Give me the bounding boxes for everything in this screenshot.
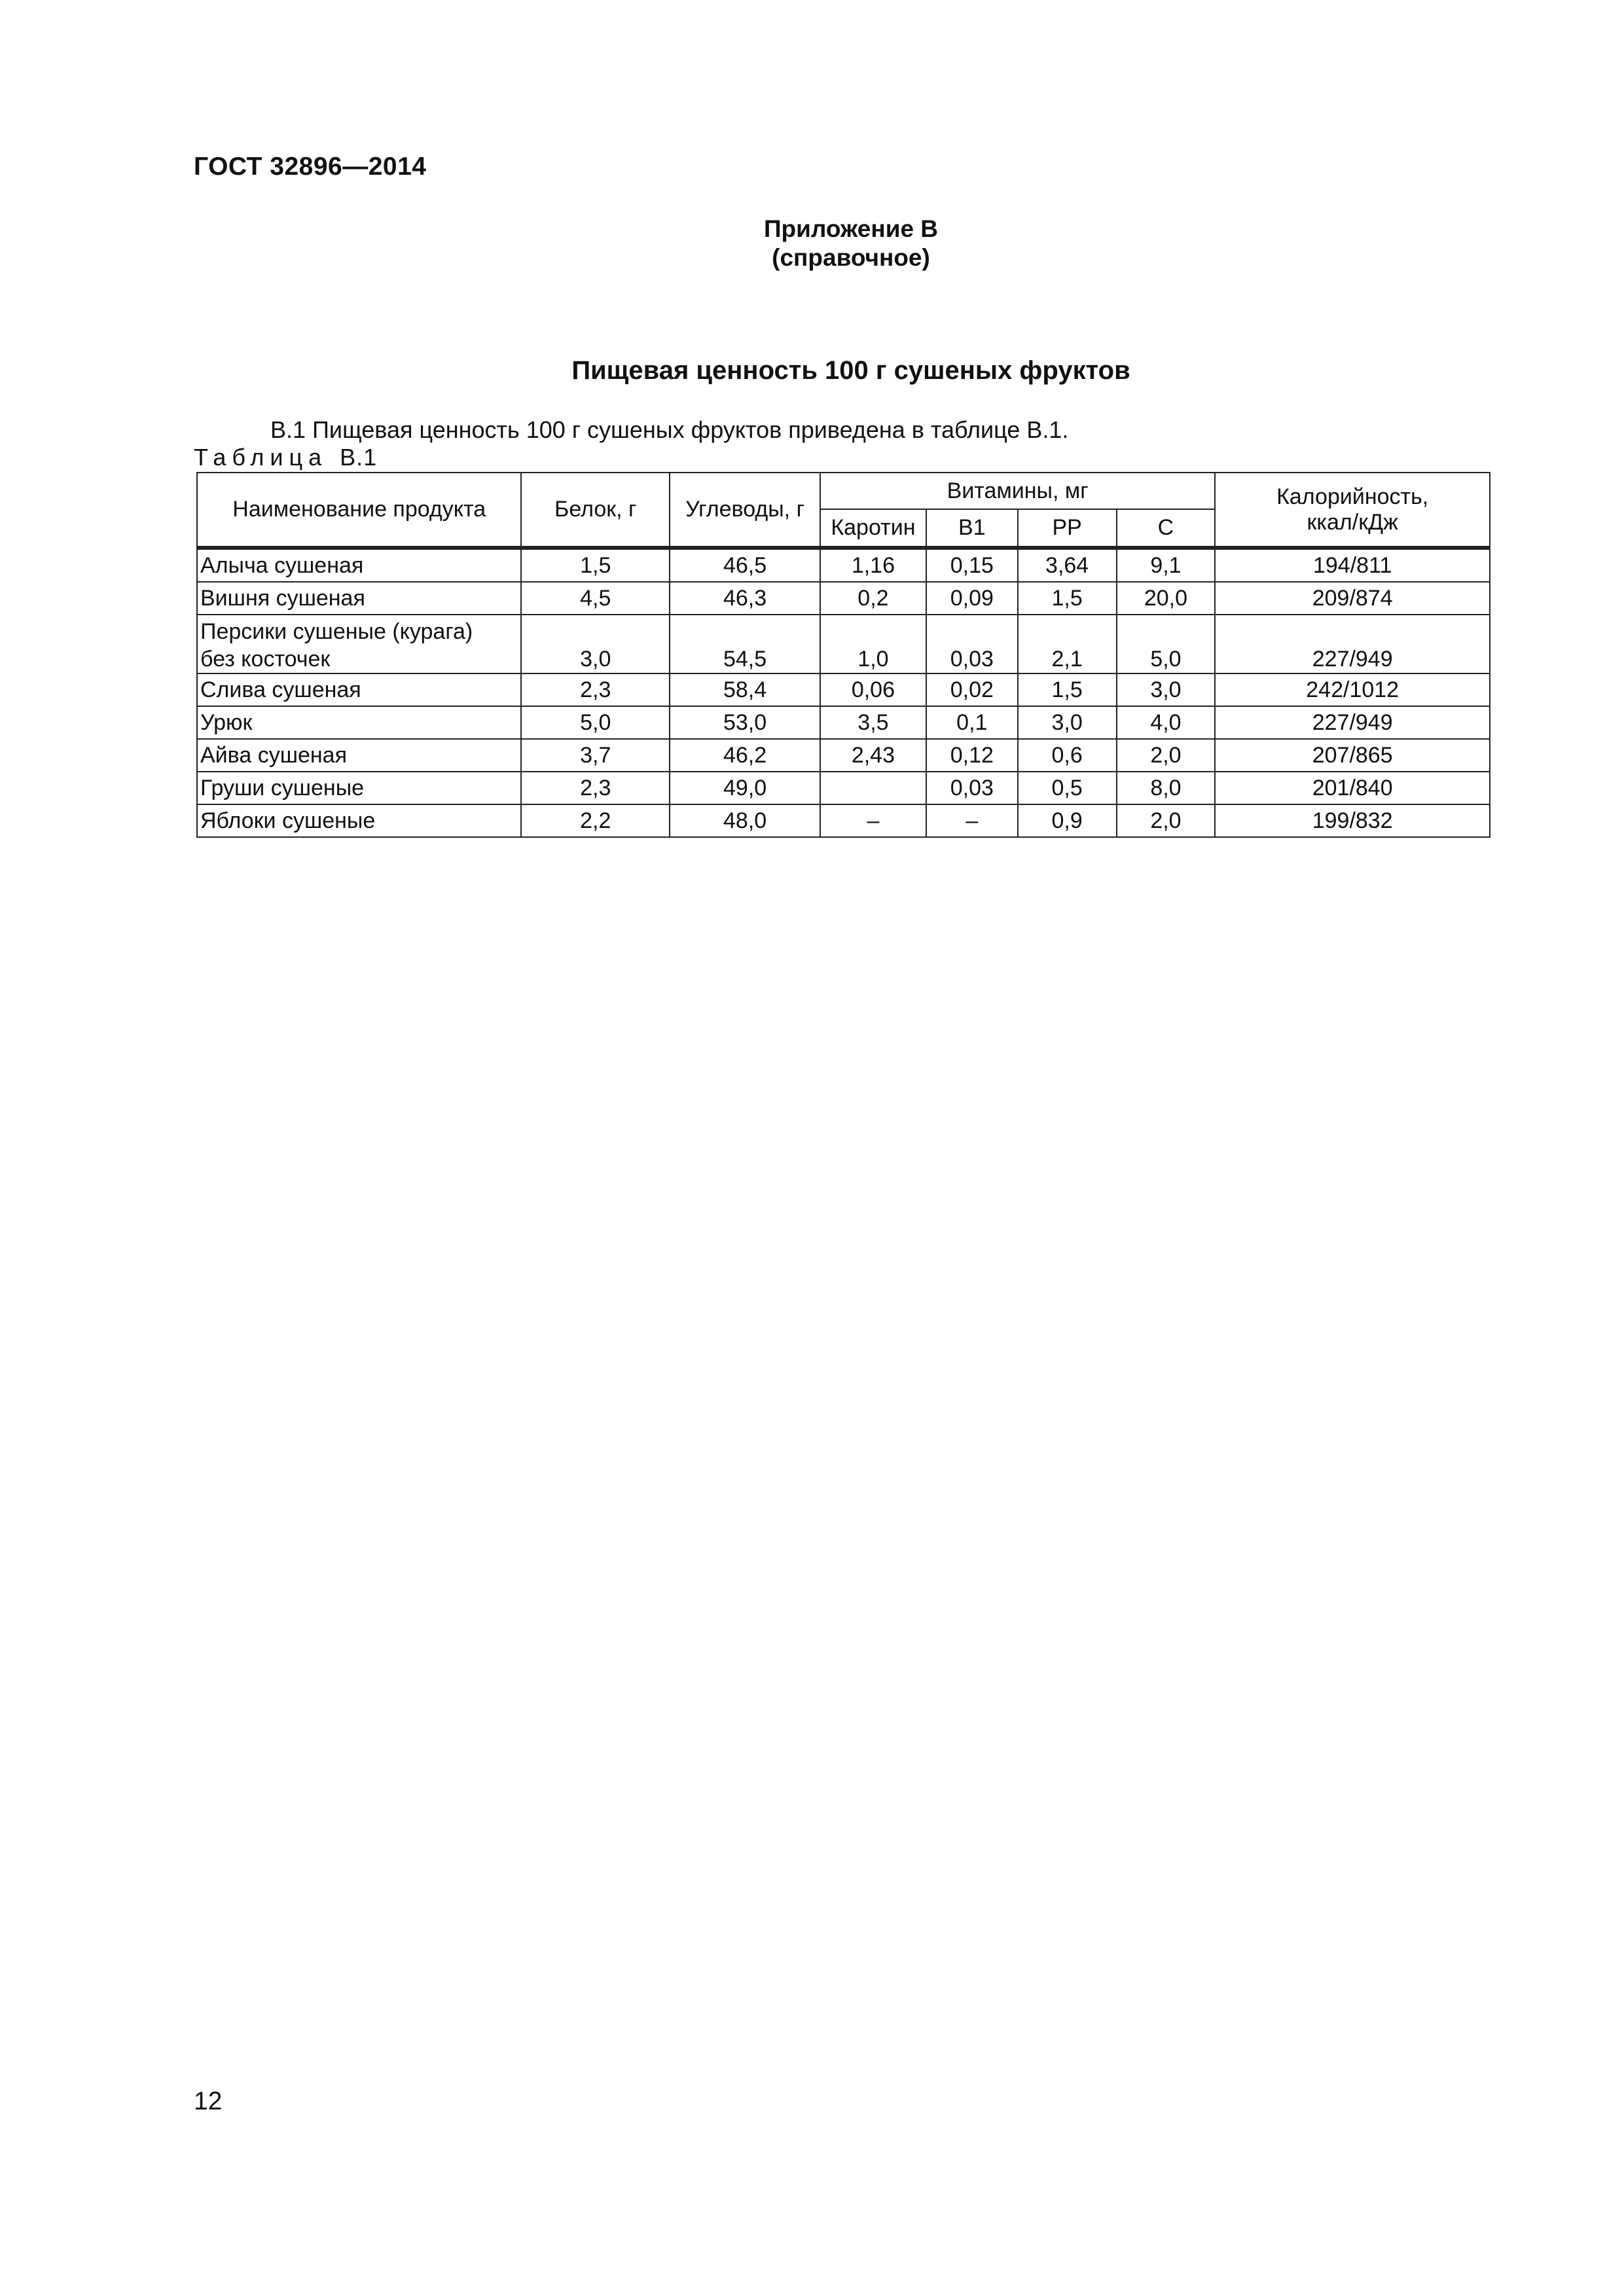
cell-protein: 3,0 [521, 615, 670, 673]
cell-product: Яблоки сушеные [197, 804, 521, 837]
table-row [197, 804, 1490, 837]
cell-carbs: 46,5 [670, 548, 820, 582]
cell-carbs: 58,4 [670, 673, 820, 706]
cell-carbs: 53,0 [670, 706, 820, 739]
cell-pp: 0,5 [1018, 772, 1117, 804]
cell-product: Вишня сушеная [197, 582, 521, 615]
table-row [197, 582, 1490, 615]
appendix-note: (справочное) [772, 244, 930, 271]
column-header-carotene: Каротин [820, 509, 926, 548]
appendix-title: Приложение В [763, 215, 939, 242]
cell-product-line1: Персики сушеные (курага) [200, 619, 473, 644]
table-row [197, 772, 1490, 804]
cell-b1: 0,12 [926, 739, 1018, 772]
table-row [197, 548, 1490, 582]
table-label-word: Таблица [194, 444, 328, 471]
document-code: ГОСТ 32896—2014 [194, 152, 427, 181]
cell-protein: 3,7 [521, 739, 670, 772]
cell-carbs: 46,3 [670, 582, 820, 615]
cell-carotene: 0,2 [820, 582, 926, 615]
column-header-calories [1215, 473, 1490, 548]
cell-pp: 3,0 [1018, 706, 1117, 739]
table-label-number: В.1 [340, 444, 378, 471]
cell-pp: 1,5 [1018, 673, 1117, 706]
column-header-b1: В1 [926, 509, 1018, 548]
cell-calories: 209/874 [1215, 582, 1490, 615]
cell-protein: 4,5 [521, 582, 670, 615]
cell-pp: 0,9 [1018, 804, 1117, 837]
cell-product: Алыча сушеная [197, 548, 521, 582]
cell-pp: 0,6 [1018, 739, 1117, 772]
cell-c: 5,0 [1117, 615, 1216, 673]
cell-protein: 2,3 [521, 673, 670, 706]
section-title: Пищевая ценность 100 г сушеных фруктов [571, 356, 1130, 385]
cell-carotene: 1,16 [820, 548, 926, 582]
cell-calories: 227/949 [1215, 615, 1490, 673]
cell-c: 20,0 [1117, 582, 1216, 615]
cell-carotene: 3,5 [820, 706, 926, 739]
cell-carotene: 2,43 [820, 739, 926, 772]
cell-c: 9,1 [1117, 548, 1216, 582]
cell-c: 4,0 [1117, 706, 1216, 739]
calories-header-line1: Калорийность, [1276, 484, 1429, 509]
cell-protein: 2,2 [521, 804, 670, 837]
cell-b1: 0,03 [926, 772, 1018, 804]
calories-header-line2: ккал/кДж [1307, 509, 1398, 535]
table-row [197, 706, 1490, 739]
page-number: 12 [194, 2087, 223, 2115]
column-header-protein: Белок, г [521, 473, 670, 548]
cell-c: 8,0 [1117, 772, 1216, 804]
cell-carotene: 0,06 [820, 673, 926, 706]
cell-product: Груши сушеные [197, 772, 521, 804]
cell-product: Слива сушеная [197, 673, 521, 706]
cell-calories: 194/811 [1215, 548, 1490, 582]
cell-b1: 0,03 [926, 615, 1018, 673]
cell-protein: 1,5 [521, 548, 670, 582]
cell-carbs: 48,0 [670, 804, 820, 837]
table-row [197, 615, 1490, 673]
cell-protein: 5,0 [521, 706, 670, 739]
cell-b1: 0,02 [926, 673, 1018, 706]
column-header-vitamins: Витамины, мг [820, 473, 1215, 509]
cell-product: Айва сушеная [197, 739, 521, 772]
column-header-c: С [1117, 509, 1216, 548]
cell-product-line2: без косточек [200, 647, 331, 672]
cell-carbs: 54,5 [670, 615, 820, 673]
table-row [197, 739, 1490, 772]
cell-c: 2,0 [1117, 739, 1216, 772]
cell-carotene: 1,0 [820, 615, 926, 673]
cell-carbs: 49,0 [670, 772, 820, 804]
cell-b1: 0,09 [926, 582, 1018, 615]
cell-calories: 207/865 [1215, 739, 1490, 772]
cell-carotene [820, 772, 926, 804]
cell-b1: – [926, 804, 1018, 837]
cell-calories: 199/832 [1215, 804, 1490, 837]
cell-carotene: – [820, 804, 926, 837]
cell-product: Урюк [197, 706, 521, 739]
cell-calories: 201/840 [1215, 772, 1490, 804]
cell-pp: 2,1 [1018, 615, 1117, 673]
cell-c: 2,0 [1117, 804, 1216, 837]
cell-product [197, 615, 521, 673]
cell-c: 3,0 [1117, 673, 1216, 706]
cell-b1: 0,15 [926, 548, 1018, 582]
column-header-pp: РР [1018, 509, 1117, 548]
cell-protein: 2,3 [521, 772, 670, 804]
table-row [197, 673, 1490, 706]
cell-pp: 3,64 [1018, 548, 1117, 582]
column-header-carbs: Углеводы, г [670, 473, 820, 548]
cell-calories: 227/949 [1215, 706, 1490, 739]
cell-b1: 0,1 [926, 706, 1018, 739]
column-header-product: Наименование продукта [197, 473, 521, 548]
cell-pp: 1,5 [1018, 582, 1117, 615]
cell-calories: 242/1012 [1215, 673, 1490, 706]
intro-paragraph: В.1 Пищевая ценность 100 г сушеных фруктов приведена в таблице В.1. [270, 416, 1069, 443]
table-label [194, 444, 377, 471]
nutrition-table [196, 472, 1490, 838]
cell-carbs: 46,2 [670, 739, 820, 772]
